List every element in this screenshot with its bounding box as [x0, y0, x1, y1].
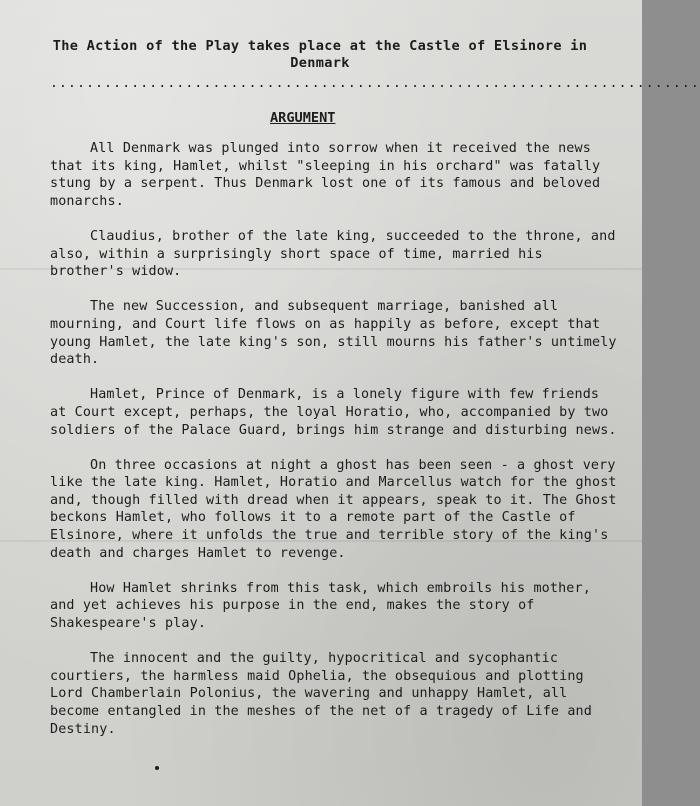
- argument-title: ARGUMENT: [270, 110, 336, 126]
- paragraph: On three occasions at night a ghost has been seen - a ghost very like the late king. Hamlet, Horatio and Marcellus watch for the ghost and, though filled with dread when it appears, speak to it. The Ghost beckons Hamlet, who follows it to a remote part of the Castle of Elsinore, where it unfolds the true and terrible story of the king's death and charges Hamlet to revenge.: [50, 457, 617, 561]
- paragraph: The new Succession, and subsequent marriage, banished all mourning, and Court life flows on as happily as before, except that young Hamlet, the late king's son, still mourns his father's untimely death.: [50, 299, 617, 368]
- paragraph: Claudius, brother of the late king, succeeded to the throne, and also, within a surprisingly short space of time, married his brother's widow.: [50, 228, 616, 280]
- dotted-separator: ........................................................................: [50, 76, 700, 91]
- paragraph: The innocent and the guilty, hypocritical and sycophantic courtiers, the harmless maid Ophelia, the obsequious and plotting Lord Chamberlain Polonius, the wavering and unhappy Hamlet, all become entangled in the meshes of the net of a tragedy of Life and Destiny.: [50, 651, 592, 737]
- paragraph: All Denmark was plunged into sorrow when it received the news that its king, Hamlet, whilst "sleeping in his orchard" was fatally stung by a serpent. Thus Denmark lost one of its famous and beloved monarchs.: [50, 141, 601, 209]
- paragraph: Hamlet, Prince of Denmark, is a lonely figure with few friends at Court except, perhaps, the loyal Horatio, who, accompanied by two soldiers of the Palace Guard, brings him strange and disturbing news.: [50, 387, 617, 438]
- page-heading: The Action of the Play takes place at the Castle of Elsinore in Denmark: [52, 38, 588, 71]
- bullet-dot: [155, 766, 159, 770]
- paragraph: How Hamlet shrinks from this task, which embroils his mother, and yet achieves his purpose in the end, makes the story of Shakespeare's play.: [50, 580, 591, 632]
- argument-body: [50, 140, 620, 756]
